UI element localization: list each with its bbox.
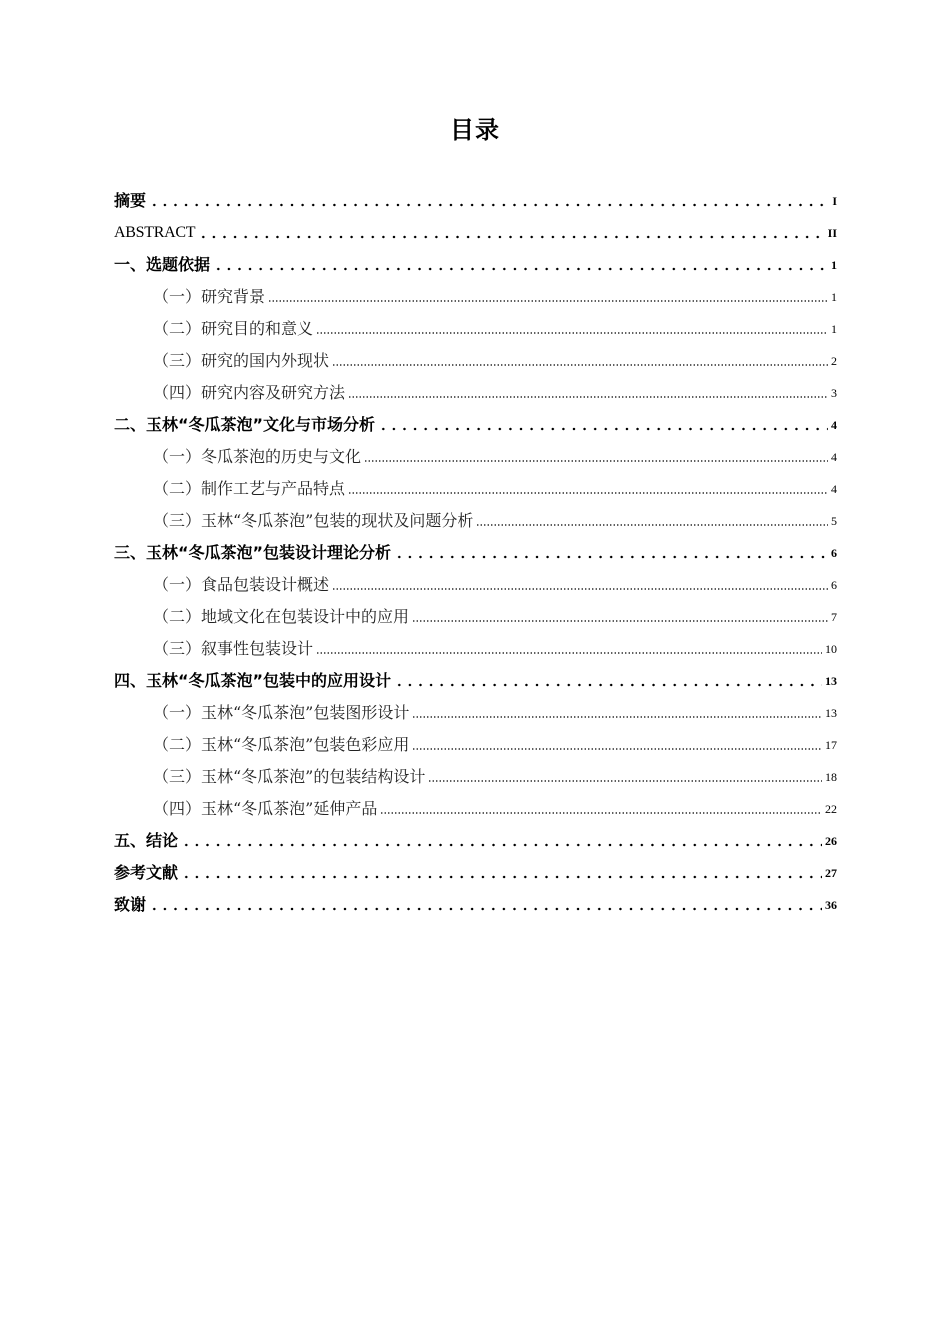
toc-entry-label: （四）玉林“冬瓜茶泡”延伸产品 (153, 799, 378, 818)
toc-section-entry[interactable] (114, 693, 837, 725)
toc-dot-leader (380, 806, 822, 816)
toc-page-number: 6 (831, 546, 837, 560)
toc-page-number: 27 (825, 866, 837, 880)
toc-entry-label: （一）研究背景 (153, 287, 266, 306)
toc-entry-label: （一）冬瓜茶泡的历史与文化 (153, 447, 362, 466)
toc-section-entry[interactable] (114, 629, 837, 661)
toc-dot-leader (412, 614, 828, 624)
toc-entry-label: （一）玉林“冬瓜茶泡”包装图形设计 (153, 703, 410, 722)
toc-section-entry[interactable] (114, 341, 837, 373)
toc-dot-leader (412, 742, 822, 752)
toc-dot-leader (181, 870, 822, 880)
toc-chapter-entry[interactable] (114, 885, 837, 917)
toc-dot-leader (476, 518, 828, 528)
toc-section-entry[interactable] (114, 437, 837, 469)
toc-section-entry[interactable] (114, 501, 837, 533)
toc-dot-leader (149, 198, 829, 208)
toc-section-entry[interactable] (114, 277, 837, 309)
toc-entry-label: ABSTRACT (114, 224, 196, 241)
toc-chapter-entry[interactable] (114, 245, 837, 277)
toc-entry-label: （三）玉林“冬瓜茶泡”的包装结构设计 (153, 767, 426, 786)
toc-entry-label: 三、玉林“冬瓜茶泡”包装设计理论分析 (114, 543, 392, 562)
toc-page-number: 36 (825, 898, 837, 912)
toc-page-number: 4 (831, 418, 837, 432)
toc-page-number: 4 (831, 450, 837, 464)
toc-dot-leader (181, 838, 822, 848)
toc-page-number: 3 (831, 386, 837, 400)
toc-page-number: 2 (831, 354, 837, 368)
toc-section-entry[interactable] (114, 725, 837, 757)
toc-section-entry[interactable] (114, 565, 837, 597)
toc-entry-label: 五、结论 (114, 831, 179, 850)
toc-page-number: 7 (831, 610, 837, 624)
toc-entry-label: 致谢 (114, 895, 147, 914)
toc-page-number: II (827, 226, 837, 240)
toc-page-number: I (832, 194, 837, 208)
toc-chapter-entry[interactable] (114, 405, 837, 437)
toc-page-number: 13 (825, 674, 837, 688)
toc-page-number: 18 (825, 770, 837, 784)
toc-entry-label: （四）研究内容及研究方法 (153, 383, 346, 402)
toc-dot-leader (412, 710, 822, 720)
toc-page-number: 26 (825, 834, 837, 848)
toc-entry-label: 一、选题依据 (114, 255, 211, 274)
toc-dot-leader (149, 902, 822, 912)
toc-dot-leader (332, 358, 828, 368)
toc-dot-leader (316, 646, 822, 656)
toc-page-number: 4 (831, 482, 837, 496)
toc-title: 目录 (450, 116, 500, 144)
toc-dot-leader (332, 582, 828, 592)
toc-entry-label: （二）制作工艺与产品特点 (153, 479, 346, 498)
toc-page-number: 10 (825, 642, 837, 656)
toc-entry-label: （三）研究的国内外现状 (153, 351, 330, 370)
toc-dot-leader (268, 294, 828, 304)
toc-entry-label: （二）地域文化在包装设计中的应用 (153, 607, 410, 626)
toc-section-entry[interactable] (114, 309, 837, 341)
toc-page-number: 13 (825, 706, 837, 720)
toc-page-number: 5 (831, 514, 837, 528)
toc-entry-label: （二）玉林“冬瓜茶泡”包装色彩应用 (153, 735, 410, 754)
toc-page-number: 1 (831, 322, 837, 336)
toc-page-number: 1 (831, 290, 837, 304)
toc-dot-leader (394, 678, 822, 688)
toc-dot-leader (198, 230, 824, 240)
toc-chapter-entry[interactable] (114, 181, 837, 213)
toc-chapter-entry[interactable] (114, 533, 837, 565)
toc-entry-label: 二、玉林“冬瓜茶泡”文化与市场分析 (114, 415, 376, 434)
toc-page-number: 22 (825, 802, 837, 816)
toc-entry-label: （三）玉林“冬瓜茶泡”包装的现状及问题分析 (153, 511, 474, 530)
toc-dot-leader (348, 390, 828, 400)
toc-dot-leader (316, 326, 828, 336)
toc-dot-leader (378, 422, 828, 432)
toc-entry-label: 四、玉林“冬瓜茶泡”包装中的应用设计 (114, 671, 392, 690)
toc-entry-label: （二）研究目的和意义 (153, 319, 314, 338)
toc-section-entry[interactable] (114, 469, 837, 501)
toc-page-number: 6 (831, 578, 837, 592)
toc-section-entry[interactable] (114, 597, 837, 629)
toc-chapter-entry[interactable] (114, 213, 837, 245)
toc-section-entry[interactable] (114, 373, 837, 405)
toc-dot-leader (394, 550, 828, 560)
toc-section-entry[interactable] (114, 757, 837, 789)
toc-page-number: 1 (831, 258, 837, 272)
toc-entry-label: 参考文献 (114, 863, 179, 882)
table-of-contents (114, 181, 837, 917)
toc-chapter-entry[interactable] (114, 853, 837, 885)
toc-entry-label: 摘要 (114, 191, 147, 210)
toc-entry-label: （一）食品包装设计概述 (153, 575, 330, 594)
toc-chapter-entry[interactable] (114, 661, 837, 693)
toc-dot-leader (213, 262, 828, 272)
toc-section-entry[interactable] (114, 789, 837, 821)
toc-dot-leader (364, 454, 828, 464)
toc-dot-leader (348, 486, 828, 496)
toc-chapter-entry[interactable] (114, 821, 837, 853)
toc-dot-leader (428, 774, 822, 784)
toc-page-number: 17 (825, 738, 837, 752)
toc-entry-label: （三）叙事性包装设计 (153, 639, 314, 658)
